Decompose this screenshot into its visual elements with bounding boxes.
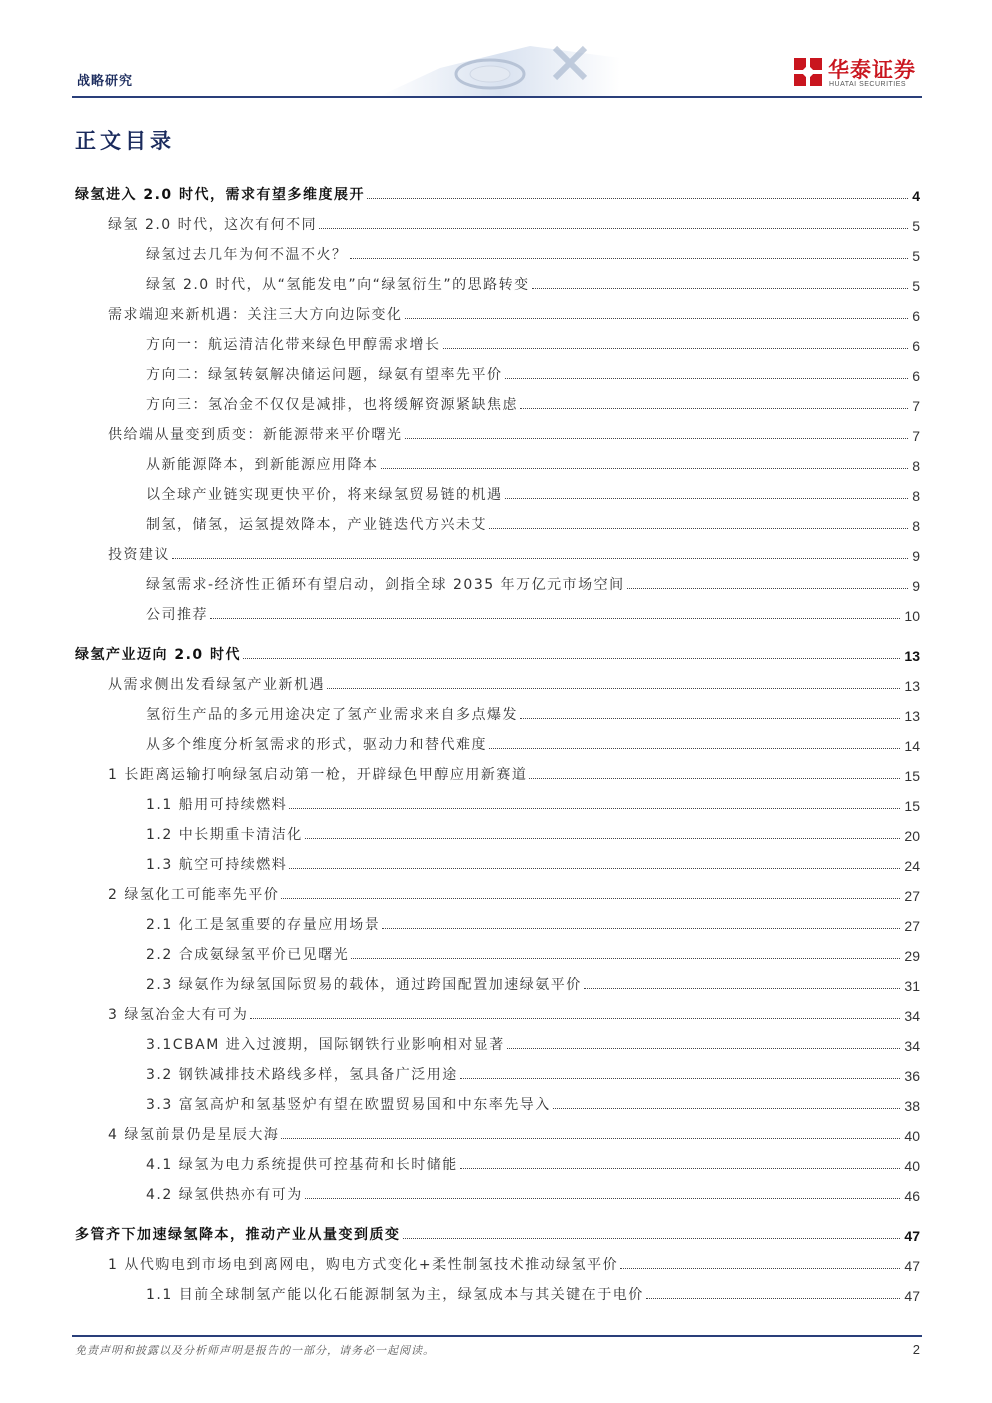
toc-entry-page: 40 (904, 1128, 920, 1144)
toc-entry-title: 绿氢进入 2.0 时代，需求有望多维度展开 (75, 187, 366, 203)
toc-entry-title: 3.1CBAM 进入过渡期，国际钢铁行业影响相对显著 (146, 1037, 505, 1053)
toc-entry-title: 2.3 绿氨作为绿氢国际贸易的载体，通过跨国配置加速绿氨平价 (146, 977, 582, 993)
toc-entry-page: 40 (904, 1158, 920, 1174)
huatai-logo (792, 54, 922, 92)
toc-entry-title: 绿氢产业迈向 2.0 时代 (75, 647, 242, 663)
toc-entry[interactable] (108, 302, 920, 324)
toc-entry[interactable] (75, 1222, 920, 1244)
toc-dot-leader (405, 318, 909, 319)
toc-entry-title: 从需求侧出发看绿氢产业新机遇 (108, 677, 325, 693)
toc-entry-title: 1.2 中长期重卡清洁化 (146, 827, 303, 843)
toc-entry-title: 1 从代购电到市场电到离网电，购电方式变化+柔性制氢技术推动绿氢平价 (108, 1257, 619, 1273)
toc-dot-leader (305, 838, 901, 839)
toc-entry-title: 1.1 目前全球制氢产能以化石能源制氢为主，绿氢成本与其关键在于电价 (146, 1287, 644, 1303)
toc-entry-page: 34 (904, 1038, 920, 1054)
toc-entry[interactable] (146, 602, 920, 624)
toc-entry-title: 氢衍生产品的多元用途决定了氢产业需求来自多点爆发 (146, 707, 518, 723)
toc-dot-leader (350, 258, 909, 259)
toc-entry[interactable] (146, 792, 920, 814)
toc-entry-page: 4 (912, 188, 920, 204)
logo-text-english: HUATAI SECURITIES (829, 81, 907, 88)
toc-entry[interactable] (146, 482, 920, 504)
toc-entry[interactable] (146, 332, 920, 354)
toc-entry-page: 8 (912, 488, 920, 504)
toc-entry-title: 1 长距离运输打响绿氢启动第一枪，开辟绿色甲醇应用新赛道 (108, 767, 528, 783)
page-title: 正文目录 (75, 129, 175, 153)
header-decoration-graphic (380, 38, 620, 96)
toc-entry[interactable] (146, 1062, 920, 1084)
toc-entry-title: 4.1 绿氢为电力系统提供可控基荷和长时储能 (146, 1157, 458, 1173)
toc-entry[interactable] (108, 882, 920, 904)
toc-dot-leader (553, 1108, 901, 1109)
toc-entry[interactable] (146, 942, 920, 964)
toc-entry-title: 2.1 化工是氢重要的存量应用场景 (146, 917, 381, 933)
toc-entry-title: 3.2 钢铁减排技术路线多样，氢具备广泛用途 (146, 1067, 458, 1083)
toc-entry-page: 15 (904, 798, 920, 814)
toc-entry-page: 47 (904, 1288, 920, 1304)
toc-dot-leader (646, 1298, 901, 1299)
toc-entry-page: 6 (912, 338, 920, 354)
toc-entry-title: 3.3 富氢高炉和氢基竖炉有望在欧盟贸易国和中东率先导入 (146, 1097, 551, 1113)
toc-entry[interactable] (108, 422, 920, 444)
toc-entry-title: 从多个维度分析氢需求的形式，驱动力和替代难度 (146, 737, 487, 753)
toc-entry[interactable] (108, 762, 920, 784)
toc-entry[interactable] (108, 1002, 920, 1024)
toc-entry-page: 47 (904, 1228, 920, 1244)
toc-dot-leader (327, 688, 900, 689)
toc-entry[interactable] (146, 912, 920, 934)
toc-entry[interactable] (146, 242, 920, 264)
toc-entry[interactable] (146, 392, 920, 414)
toc-entry-title: 1.1 船用可持续燃料 (146, 797, 288, 813)
logo-text: 华泰证券 (828, 58, 916, 82)
toc-entry-title: 3 绿氢冶金大有可为 (108, 1007, 249, 1023)
toc-dot-leader (319, 228, 908, 229)
toc-entry-page: 47 (904, 1258, 920, 1274)
toc-entry-title: 2.2 合成氨绿氢平价已见曙光 (146, 947, 350, 963)
toc-dot-leader (460, 1078, 901, 1079)
toc-entry[interactable] (108, 212, 920, 234)
toc-entry-page: 8 (912, 458, 920, 474)
toc-entry[interactable] (146, 702, 920, 724)
toc-dot-leader (381, 468, 909, 469)
toc-dot-leader (281, 1138, 900, 1139)
toc-dot-leader (489, 748, 900, 749)
toc-entry[interactable] (146, 572, 920, 594)
toc-dot-leader (367, 198, 908, 199)
toc-entry-page: 6 (912, 368, 920, 384)
toc-dot-leader (250, 1018, 900, 1019)
toc-dot-leader (281, 898, 900, 899)
toc-dot-leader (584, 988, 901, 989)
huatai-logo-icon (792, 56, 824, 88)
toc-entry-page: 8 (912, 518, 920, 534)
toc-entry-page: 29 (904, 948, 920, 964)
toc-entry-page: 14 (904, 738, 920, 754)
toc-dot-leader (289, 868, 900, 869)
toc-entry-page: 9 (912, 578, 920, 594)
toc-entry-title: 1.3 航空可持续燃料 (146, 857, 288, 873)
toc-dot-leader (520, 718, 900, 719)
page-number: 2 (912, 1342, 920, 1357)
toc-entry[interactable] (75, 642, 920, 664)
toc-entry[interactable] (146, 362, 920, 384)
toc-entry-page: 5 (912, 218, 920, 234)
toc-dot-leader (210, 618, 900, 619)
toc-dot-leader (505, 498, 909, 499)
toc-entry-page: 6 (912, 308, 920, 324)
toc-entry-title: 2 绿氢化工可能率先平价 (108, 887, 280, 903)
toc-entry-title: 方向一：航运清洁化带来绿色甲醇需求增长 (146, 337, 441, 353)
toc-entry[interactable] (146, 1032, 920, 1054)
toc-entry-page: 31 (904, 978, 920, 994)
toc-entry-page: 7 (912, 428, 920, 444)
toc-entry-page: 38 (904, 1098, 920, 1114)
toc-entry-title: 供给端从量变到质变：新能源带来平价曙光 (108, 427, 403, 443)
section-label: 战略研究 (77, 74, 134, 89)
toc-entry-page: 20 (904, 828, 920, 844)
toc-dot-leader (351, 958, 900, 959)
toc-entry[interactable] (146, 822, 920, 844)
toc-entry[interactable] (146, 732, 920, 754)
toc-dot-leader (460, 1168, 901, 1169)
toc-entry-page: 27 (904, 888, 920, 904)
toc-entry-title: 投资建议 (108, 547, 170, 563)
toc-dot-leader (405, 438, 909, 439)
header-divider (72, 96, 922, 98)
toc-dot-leader (243, 658, 900, 659)
toc-entry-title: 以全球产业链实现更快平价，将来绿氢贸易链的机遇 (146, 487, 503, 503)
footer-divider (72, 1335, 922, 1337)
toc-entry-title: 需求端迎来新机遇：关注三大方向边际变化 (108, 307, 403, 323)
toc-entry-title: 多管齐下加速绿氢降本，推动产业从量变到质变 (75, 1227, 401, 1243)
toc-entry[interactable] (146, 452, 920, 474)
toc-entry-page: 46 (904, 1188, 920, 1204)
toc-entry-page: 27 (904, 918, 920, 934)
toc-entry[interactable] (146, 852, 920, 874)
toc-entry-page: 13 (904, 648, 920, 664)
toc-entry-page: 15 (904, 768, 920, 784)
toc-entry[interactable] (146, 512, 920, 534)
toc-dot-leader (305, 1198, 901, 1199)
toc-entry[interactable] (108, 542, 920, 564)
toc-entry-title: 绿氢过去几年为何不温不火？ (146, 247, 348, 263)
toc-entry[interactable] (146, 1092, 920, 1114)
toc-entry-title: 4 绿氢前景仍是星辰大海 (108, 1127, 280, 1143)
toc-entry-page: 7 (912, 398, 920, 414)
toc-entry[interactable] (146, 272, 920, 294)
toc-entry-page: 24 (904, 858, 920, 874)
toc-entry[interactable] (108, 1252, 920, 1274)
toc-entry[interactable] (146, 1182, 920, 1204)
toc-entry[interactable] (108, 672, 920, 694)
toc-dot-leader (443, 348, 909, 349)
toc-entry-title: 制氢，储氢，运氢提效降本，产业链迭代方兴未艾 (146, 517, 487, 533)
toc-entry[interactable] (146, 1152, 920, 1174)
toc-dot-leader (627, 588, 909, 589)
toc-entry-page: 10 (904, 608, 920, 624)
page-header (0, 0, 992, 100)
toc-entry-page: 13 (904, 708, 920, 724)
toc-dot-leader (520, 408, 908, 409)
toc-entry-page: 5 (912, 248, 920, 264)
toc-entry[interactable] (108, 1122, 920, 1144)
toc-dot-leader (507, 1048, 901, 1049)
toc-dot-leader (172, 558, 908, 559)
toc-entry-title: 方向三：氢冶金不仅仅是减排，也将缓解资源紧缺焦虑 (146, 397, 518, 413)
toc-dot-leader (620, 1268, 900, 1269)
toc-dot-leader (289, 808, 900, 809)
toc-entry-page: 5 (912, 278, 920, 294)
toc-entry-title: 公司推荐 (146, 607, 208, 623)
toc-dot-leader (382, 928, 900, 929)
toc-dot-leader (529, 778, 900, 779)
toc-entry-title: 4.2 绿氢供热亦有可为 (146, 1187, 303, 1203)
toc-entry-page: 36 (904, 1068, 920, 1084)
toc-entry-title: 绿氢 2.0 时代，从“氢能发电”向“绿氢衍生”的思路转变 (146, 277, 530, 293)
toc-dot-leader (489, 528, 908, 529)
toc-entry[interactable] (75, 182, 920, 204)
toc-entry[interactable] (146, 1282, 920, 1304)
toc-entry-title: 方向二：绿氢转氨解决储运问题，绿氨有望率先平价 (146, 367, 503, 383)
toc-entry[interactable] (146, 972, 920, 994)
disclaimer-note: 免责声明和披露以及分析师声明是报告的一部分，请务必一起阅读。 (75, 1344, 435, 1357)
toc-dot-leader (505, 378, 909, 379)
toc-entry-page: 9 (912, 548, 920, 564)
toc-entry-title: 从新能源降本，到新能源应用降本 (146, 457, 379, 473)
toc-entry-page: 34 (904, 1008, 920, 1024)
toc-dot-leader (532, 288, 909, 289)
toc-entry-title: 绿氢 2.0 时代，这次有何不同 (108, 217, 318, 233)
toc-entry-title: 绿氢需求-经济性正循环有望启动，剑指全球 2035 年万亿元市场空间 (146, 577, 625, 593)
toc-entry-page: 13 (904, 678, 920, 694)
toc-dot-leader (403, 1238, 901, 1239)
